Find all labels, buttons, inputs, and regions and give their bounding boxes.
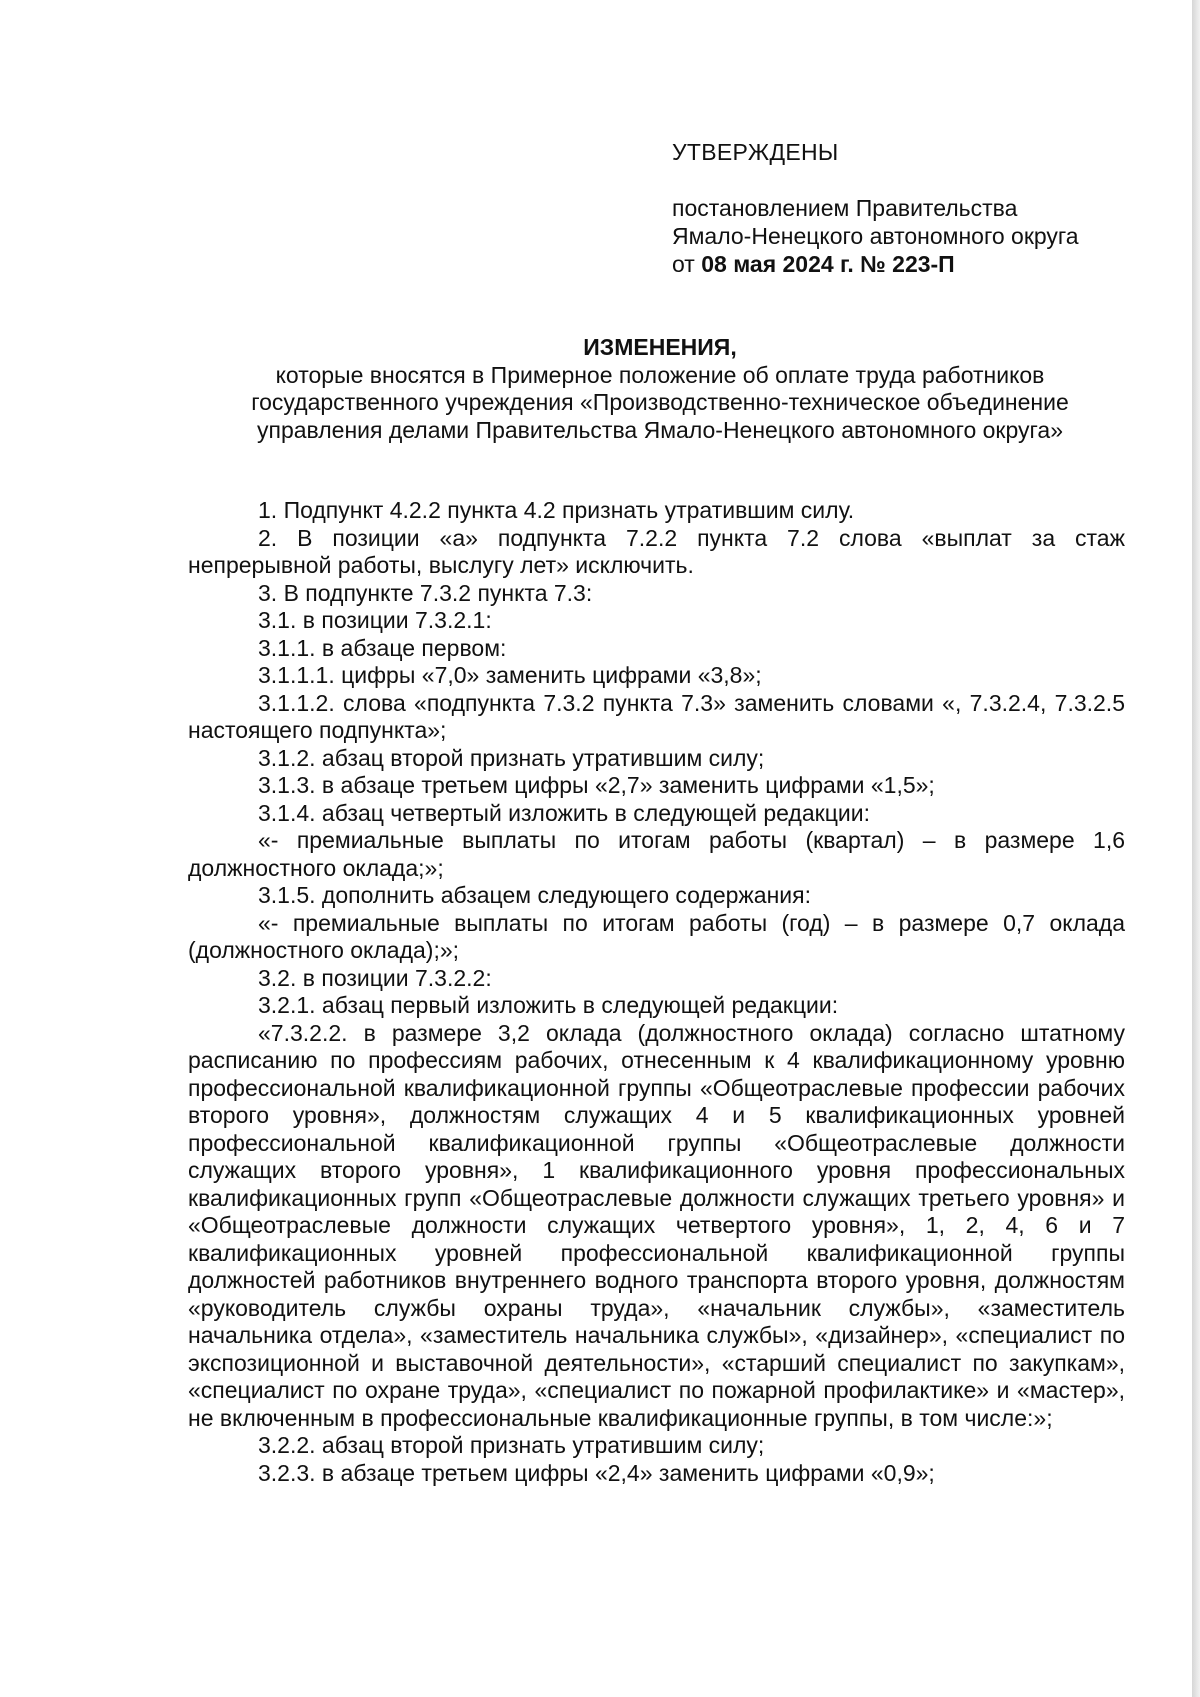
paragraph: 3.2.2. абзац второй признать утратившим силу; bbox=[258, 1432, 765, 1458]
paragraph: 3.1. в позиции 7.3.2.1: bbox=[258, 607, 492, 633]
paragraph: «7.3.2.2. в размере 3,2 оклада (должностного оклада) согласно штатному расписанию по профессиям рабочих, отнесенным к 4 квалификационному уровню профессиональной квалификационной группы «Общеотраслевые профессии рабочих второго уровня», должностям служащих 4 и 5 квалификационных уровней профессиональной квалификационной группы «Общеотраслевые должности служащих второго уровня», 1 квалификационного уровня профессиональных квалификационных групп «Общеотраслевые должности служащих третьего уровня» и «Общеотраслевые должности служащих четвертого уровня», 1, 2, 4, 6 и 7 квалификационных уровней профессиональной квалификационной группы должностей работников внутреннего водного транспорта второго уровня, должностям «руководитель службы охраны труда», «начальник службы», «заместитель начальника отдела», «заместитель начальника службы», «дизайнер», «специалист по экспозиционной и выставочной деятельности», «старший специалист по закупкам», «специалист по охране труда», «специалист по пожарной профилактике» и «мастер», не включенным в профессиональные квалификационные группы, в том числе:»; bbox=[188, 1019, 1125, 1431]
paragraph: 3.1.2. абзац второй признать утратившим силу; bbox=[258, 744, 765, 771]
paragraph: 3.1.3. в абзаце третьем цифры «2,7» заменить цифрами «1,5»; bbox=[258, 772, 935, 798]
document-title: ИЗМЕНЕНИЯ, bbox=[583, 334, 737, 360]
paragraph: 1. Подпункт 4.2.2 пункта 4.2 признать утратившим силу. bbox=[258, 497, 855, 523]
approval-line-2: Ямало-Ненецкого автономного округа bbox=[672, 223, 1079, 249]
paragraph: 3. В подпункте 7.3.2 пункта 7.3: bbox=[258, 579, 593, 606]
paragraph: «- премиальные выплаты по итогам работы (квартал) – в размере 1,6 должностного оклада;»; bbox=[188, 827, 1125, 881]
paragraph: 3.1.4. абзац четвертый изложить в следующей редакции: bbox=[258, 799, 870, 826]
paragraph: 3.1.1.1. цифры «7,0» заменить цифрами «3,8»; bbox=[258, 662, 762, 688]
document-body bbox=[188, 497, 1125, 1487]
paragraph: 3.1.1. в абзаце первом: bbox=[258, 634, 507, 661]
approval-date-value: 08 мая 2024 г. № 223-П bbox=[701, 251, 955, 277]
paragraph: 2. В позиции «а» подпункта 7.2.2 пункта 7.2 слова «выплат за стаж непрерывной работы, выслугу лет» исключить. bbox=[188, 524, 1125, 578]
approval-date-prefix: от bbox=[672, 251, 695, 277]
paragraph: «- премиальные выплаты по итогам работы (год) – в размере 0,7 оклада (должностного оклада);»; bbox=[188, 909, 1125, 963]
paragraph: 3.2. в позиции 7.3.2.2: bbox=[258, 964, 492, 991]
heading-line-1: которые вносятся в Примерное положение об оплате труда работников bbox=[275, 361, 1045, 388]
heading-line-3: управления делами Правительства Ямало-Ненецкого автономного округа» bbox=[257, 416, 1063, 443]
approval-date bbox=[672, 250, 1172, 278]
approval-block bbox=[672, 138, 1172, 278]
page-edge-shadow bbox=[1192, 0, 1200, 1697]
paragraph: 3.1.1.2. слова «подпункта 7.3.2 пункта 7.3» заменить словами «, 7.3.2.4, 7.3.2.5 настоящего подпункта»; bbox=[188, 689, 1125, 743]
paragraph: 3.2.3. в абзаце третьем цифры «2,4» заменить цифрами «0,9»; bbox=[258, 1459, 935, 1486]
paragraph: 3.2.1. абзац первый изложить в следующей редакции: bbox=[258, 992, 839, 1018]
heading-line-2: государственного учреждения «Производственно-техническое объединение bbox=[251, 389, 1069, 415]
approved-label: УТВЕРЖДЕНЫ bbox=[672, 139, 839, 165]
paragraph: 3.1.5. дополнить абзацем следующего содержания: bbox=[258, 882, 811, 908]
approval-line-1: постановлением Правительства bbox=[672, 195, 1018, 221]
document-heading bbox=[170, 334, 1150, 444]
